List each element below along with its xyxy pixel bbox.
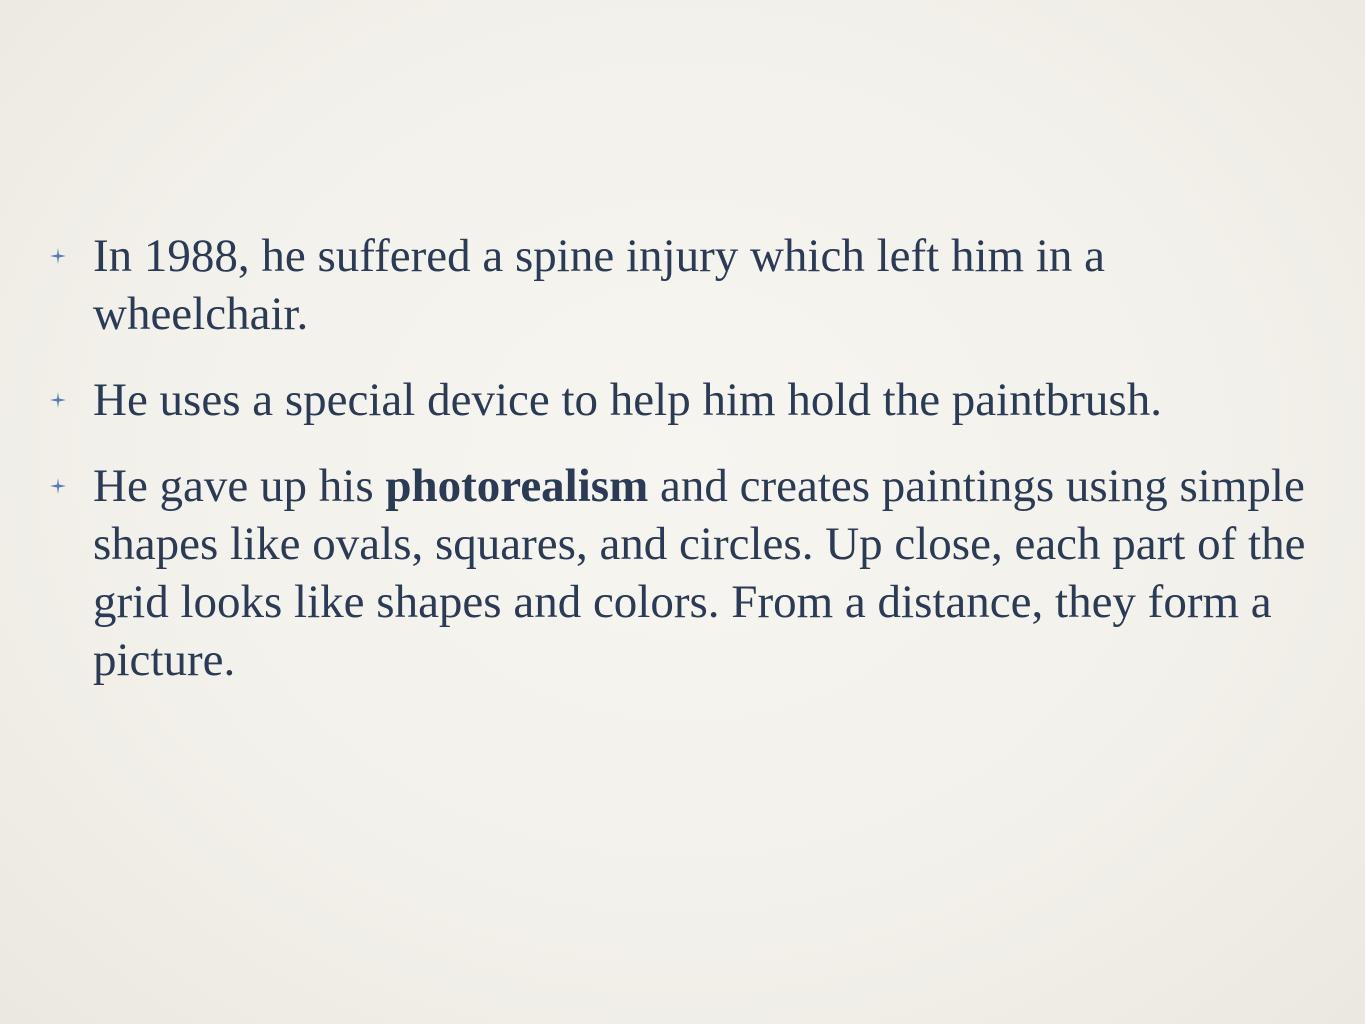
cross-star-icon xyxy=(50,248,66,264)
bullet-text: He uses a special device to help him hold the paintbrush. xyxy=(93,374,1162,426)
bullet-text-before: He gave up his xyxy=(93,460,386,512)
cross-star-icon xyxy=(50,478,66,494)
bullet-item-wheelchair xyxy=(50,227,1330,343)
cross-star-icon xyxy=(50,392,66,408)
bullet-list xyxy=(50,227,1330,717)
bullet-item-photorealism xyxy=(50,457,1330,689)
bullet-text: In 1988, he suffered a spine injury which left him in a wheelchair. xyxy=(93,230,1105,340)
bullet-text-bold-term: photorealism xyxy=(385,460,649,512)
bullet-text-after: and creates paintings using simple shapes like ovals, squares, and circles. Up close, each part of the grid looks like shapes and colors. From a distance, they form a picture. xyxy=(93,460,1306,686)
bullet-item-device xyxy=(50,371,1330,429)
